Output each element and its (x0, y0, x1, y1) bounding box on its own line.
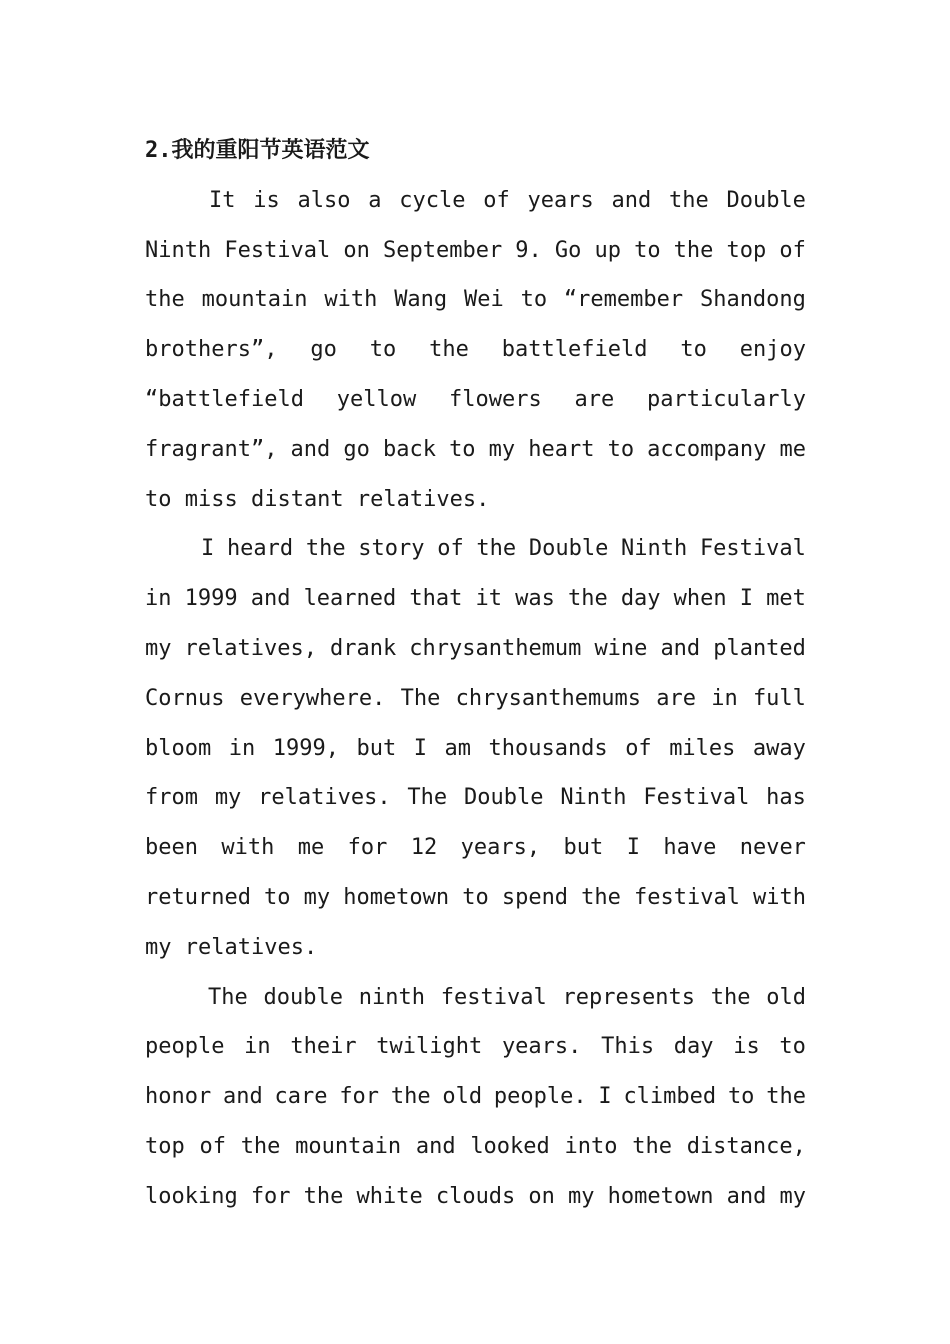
paragraph-line: the mountain with Wang Wei to “remember Shandong (145, 287, 806, 313)
paragraph-line: been with me for 12 years, but I have never (145, 835, 806, 861)
paragraph-line: It is also a cycle of years and the Double (209, 187, 806, 213)
paragraph-line: people in their twilight years. This day is to (145, 1034, 806, 1060)
paragraph-1 (145, 176, 806, 525)
paragraph-line: in 1999 and learned that it was the day when I met (145, 586, 806, 612)
paragraph-line: “battlefield yellow flowers are particularly (145, 386, 806, 412)
paragraph-line: returned to my hometown to spend the festival with (145, 884, 806, 910)
paragraph-line: looking for the white clouds on my hometown and my (145, 1183, 806, 1209)
paragraph-line: from my relatives. The Double Ninth Festival has (145, 785, 806, 811)
paragraph-line: my relatives, drank chrysanthemum wine and planted (145, 635, 806, 661)
paragraph-line: my relatives. (145, 934, 318, 960)
paragraph-line: I heard the story of the Double Ninth Festival (201, 536, 806, 562)
paragraph-line: to miss distant relatives. (145, 486, 490, 512)
paragraph-line: top of the mountain and looked into the distance, (145, 1133, 806, 1159)
paragraph-line: bloom in 1999, but I am thousands of miles away (145, 735, 806, 761)
paragraph-line: brothers”, go to the battlefield to enjoy (145, 337, 806, 363)
paragraph-line: Cornus everywhere. The chrysanthemums are in full (145, 685, 806, 711)
paragraph-line: The double ninth festival represents the old (208, 984, 806, 1010)
paragraph-line: fragrant”, and go back to my heart to accompany me (145, 436, 806, 462)
paragraph-line: Ninth Festival on September 9. Go up to the top of (145, 237, 806, 263)
paragraph-line: honor and care for the old people. I climbed to the (145, 1084, 806, 1110)
paragraph-3 (145, 973, 806, 1222)
document-body (145, 126, 806, 1222)
paragraph-2 (145, 524, 806, 972)
section-heading: 2.我的重阳节英语范文 (145, 138, 370, 163)
